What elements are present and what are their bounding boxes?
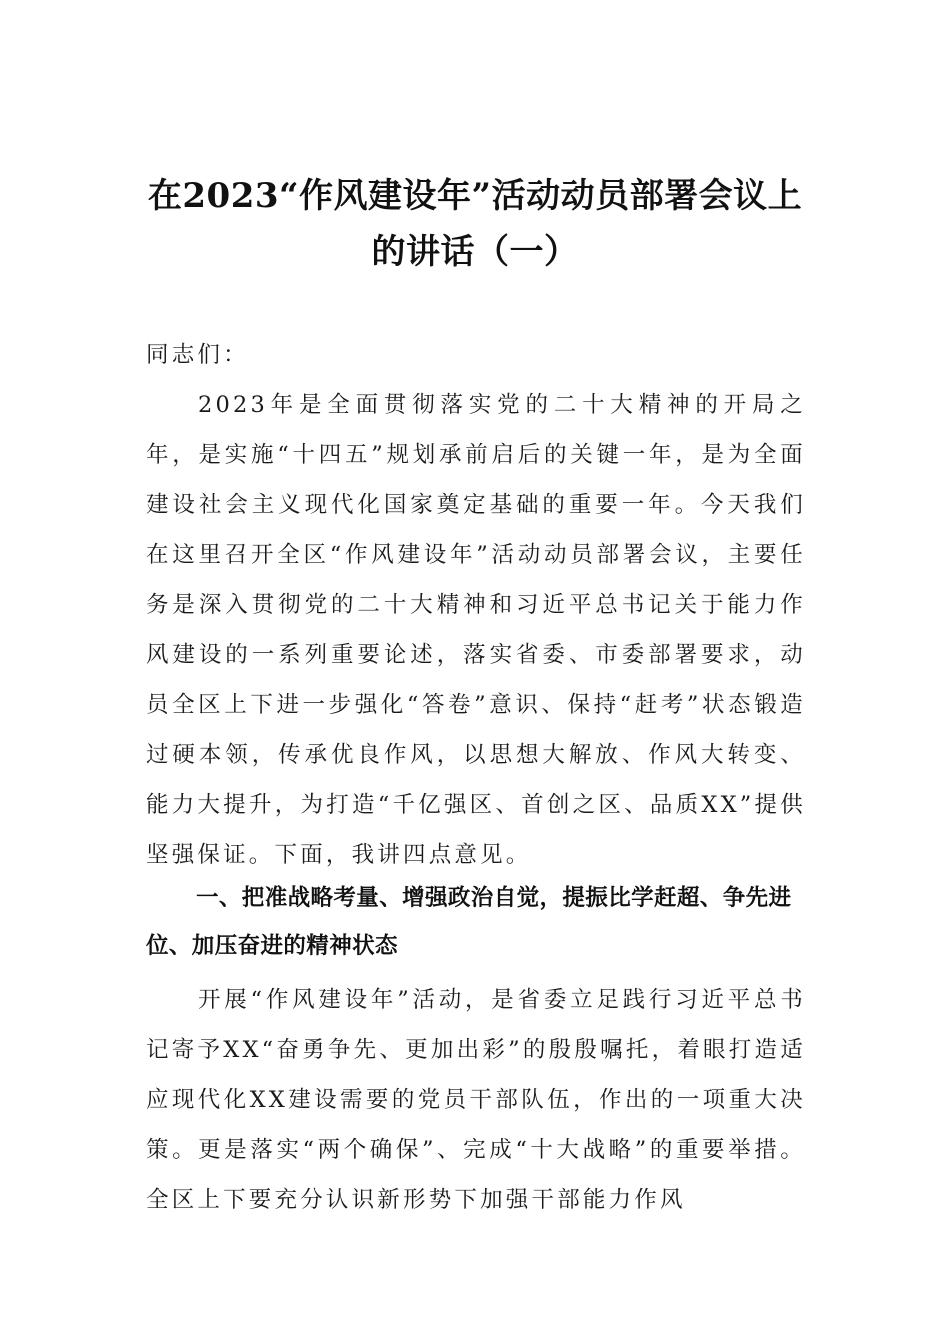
section-heading-1: 一、把准战略考量、增强政治自觉，提振比学赶超、争先进位、加压奋进的精神状态: [146, 885, 792, 959]
title-line-2: 的讲话（一）: [371, 232, 579, 272]
title-line-1: 在2023“作风建设年”活动动员部署会议上: [147, 176, 803, 216]
paragraph-section-1: 开展“作风建设年”活动，是省委立足践行习近平总书记寄予XX“奋勇争先、更加出彩”的殷殷嘱托，着眼打造适应现代化XX建设需要的党员干部队伍，作出的一项重大决策。更是落实“两个确保”、完成“十大战略”的重要举措。全区上下要充分认识新形势下加强干部能力作风: [146, 987, 806, 1213]
paragraph-intro: 2023年是全面贯彻落实党的二十大精神的开局之年，是实施“十四五”规划承前启后的关键一年，是为全面建设社会主义现代化国家奠定基础的重要一年。今天我们在这里召开全区“作风建设年”活动动员部署会议，主要任务是深入贯彻党的二十大精神和习近平总书记关于能力作风建设的一系列重要论述，落实省委、市委部署要求，动员全区上下进一步强化“答卷”意识、保持“赶考”状态锻造过硬本领，传承优良作风，以思想大解放、作风大转变、能力大提升，为打造“千亿强区、首创之区、品质XX”提供坚强保证。下面，我讲四点意见。: [146, 392, 806, 868]
document-title: [140, 168, 810, 280]
salutation: 同志们：: [146, 342, 249, 368]
